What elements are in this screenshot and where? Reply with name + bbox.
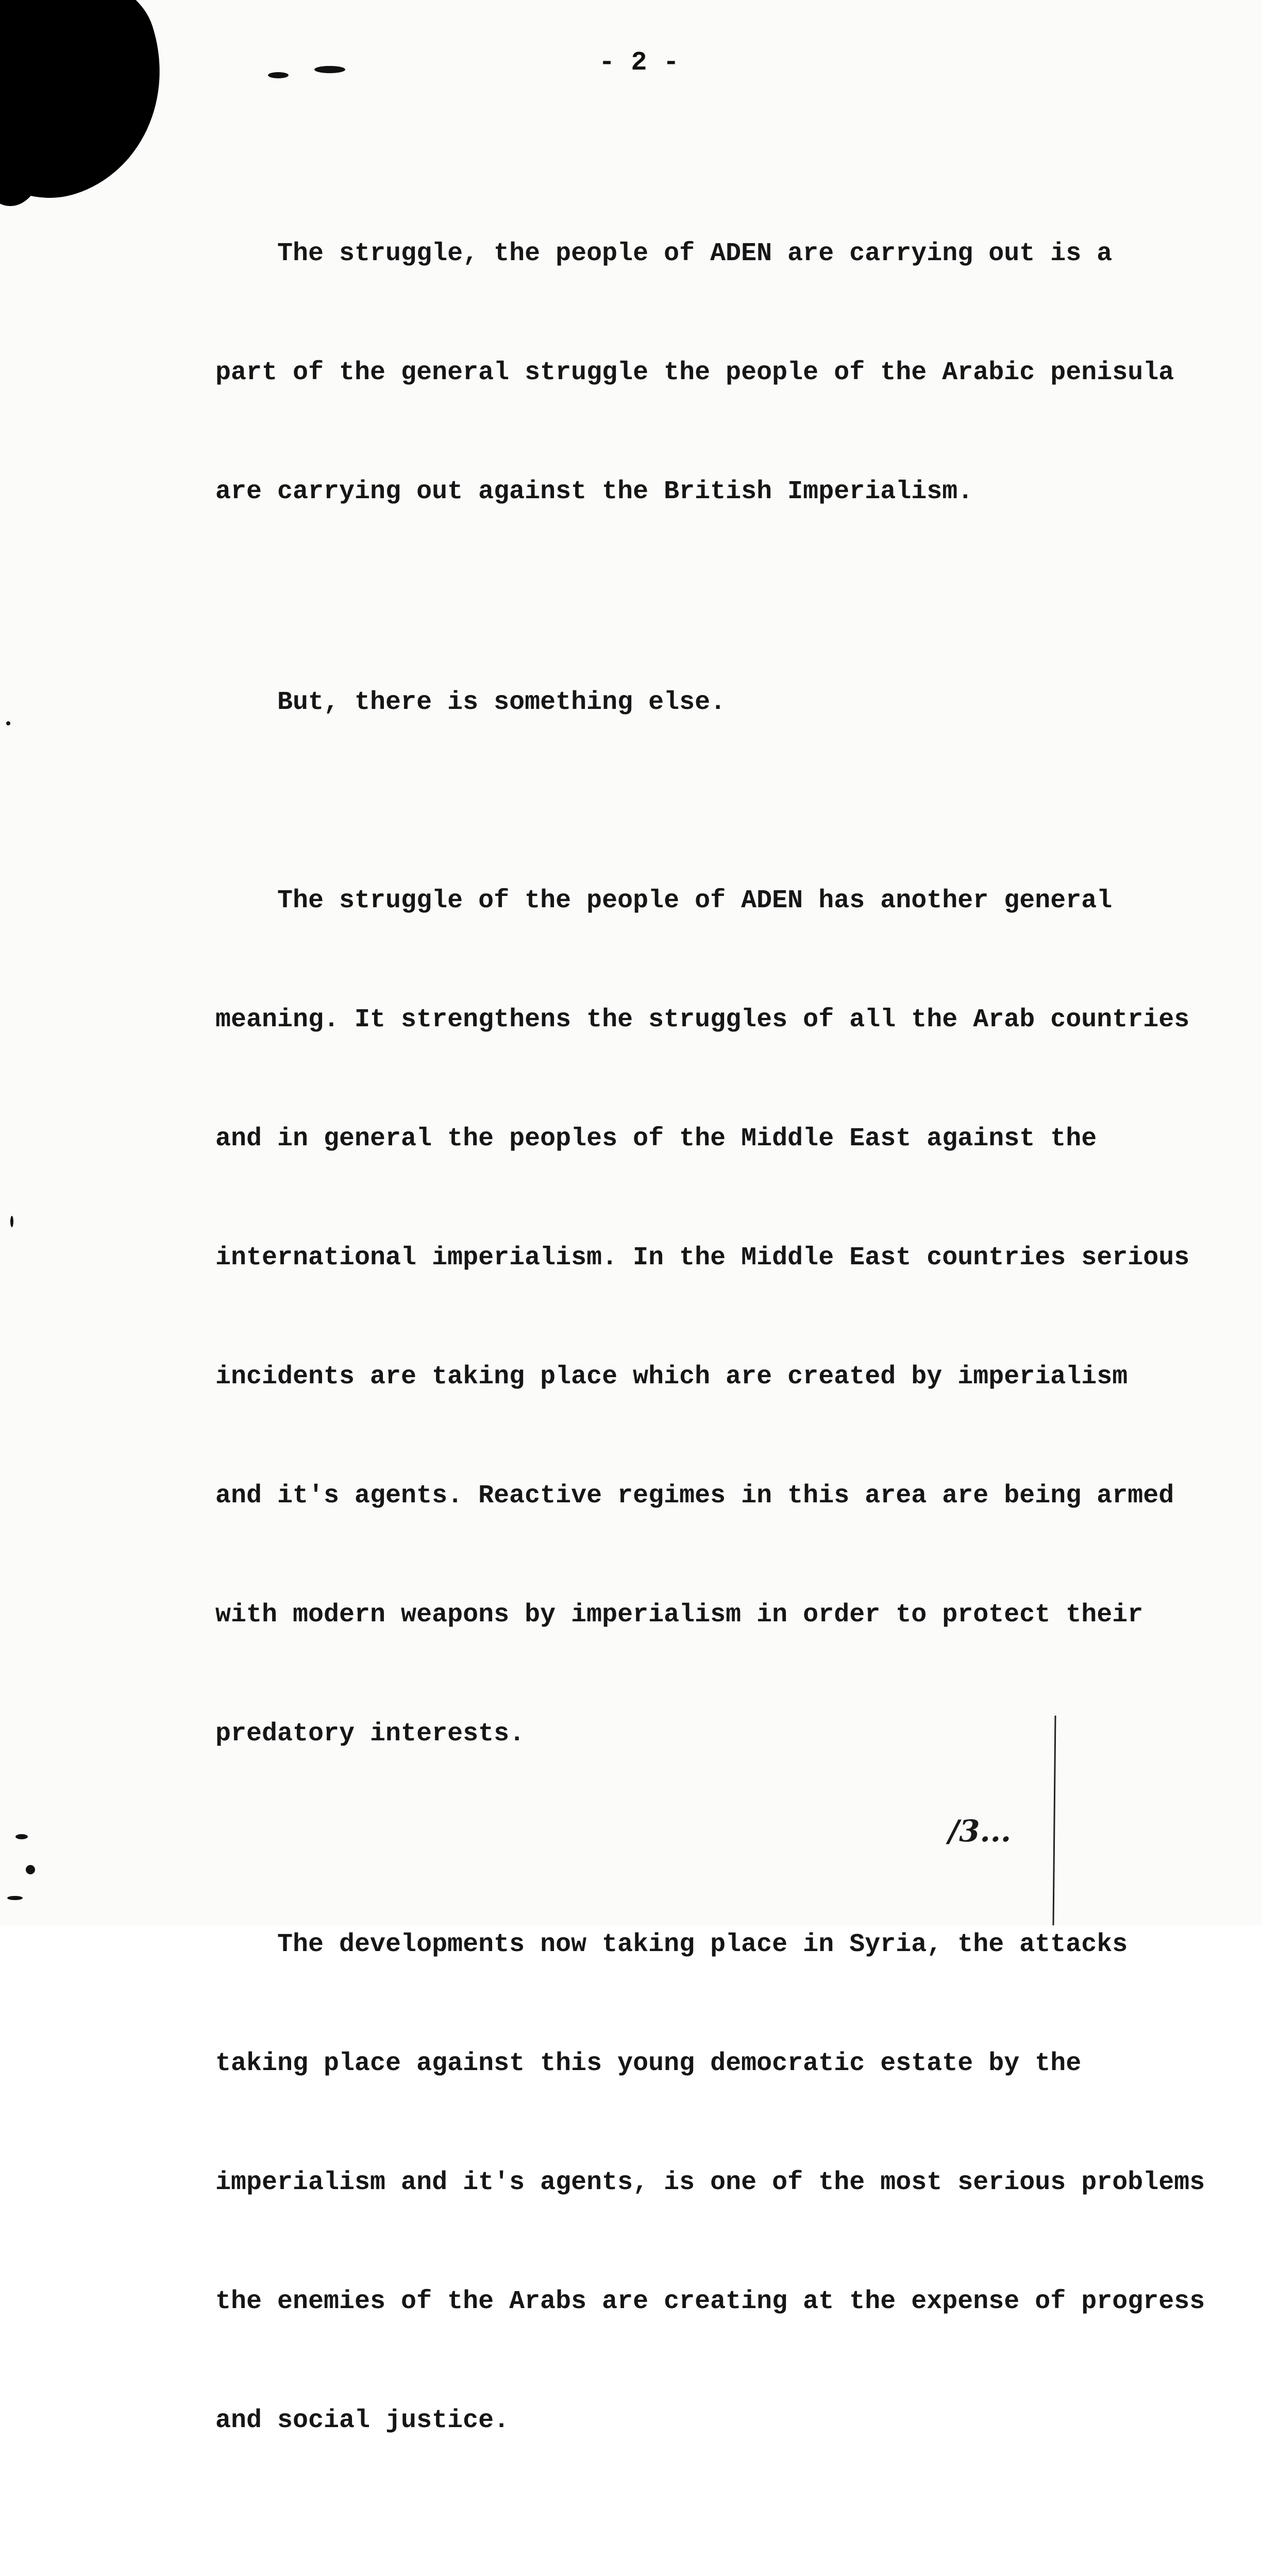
text-line: international imperialism. In the Middle East countries serious: [215, 1243, 1190, 1273]
paragraph-3: [215, 802, 1246, 1833]
text-line: meaning. It strengthens the struggles of all the Arab countries: [215, 1005, 1190, 1035]
ink-speck: [15, 1834, 28, 1839]
pen-stroke: [1051, 1716, 1057, 1925]
text-line: imperialism and it's agents, is one of the most serious problems: [215, 2168, 1205, 2197]
paragraph-5: [215, 2532, 1246, 2576]
continuation-marker: /3...: [948, 1814, 1012, 1849]
text-line: and it's agents. Reactive regimes in this area are being armed: [215, 1481, 1174, 1511]
ink-speck: [6, 721, 10, 725]
ink-speck: [268, 72, 289, 78]
ink-speck: [7, 1896, 23, 1900]
text-line: taking place against this young democratic estate by the: [215, 2049, 1082, 2078]
ink-speck: [26, 1865, 35, 1874]
ink-speck: [10, 1216, 13, 1227]
text-line: with modern weapons by imperialism in order to protect their: [215, 1600, 1143, 1630]
text-line: and social justice.: [215, 2406, 510, 2435]
text-line: But, there is something else.: [215, 688, 726, 717]
paragraph-2: [215, 603, 1246, 802]
text-line: The struggle, the people of ADEN are carrying out is a: [215, 239, 1113, 268]
text-line: predatory interests.: [215, 1719, 525, 1749]
ink-speck: [314, 66, 345, 73]
text-line: The struggle of the people of ADEN has another general: [215, 886, 1113, 916]
paragraph-1: [215, 155, 1246, 591]
text-line: The developments now taking place in Syria, the attacks: [215, 1930, 1128, 1959]
text-line: are carrying out against the British Imperialism.: [215, 477, 973, 506]
page-number: - 2 -: [598, 47, 680, 78]
letter-body: [215, 155, 1246, 2576]
text-line: and in general the peoples of the Middle East against the: [215, 1124, 1097, 1154]
text-line: the enemies of the Arabs are creating at the expense of progress: [215, 2287, 1205, 2316]
text-line: part of the general struggle the people of the Arabic penisula: [215, 358, 1174, 387]
paragraph-4: [215, 1845, 1246, 2520]
text-line: incidents are taking place which are created by imperialism: [215, 1362, 1128, 1392]
